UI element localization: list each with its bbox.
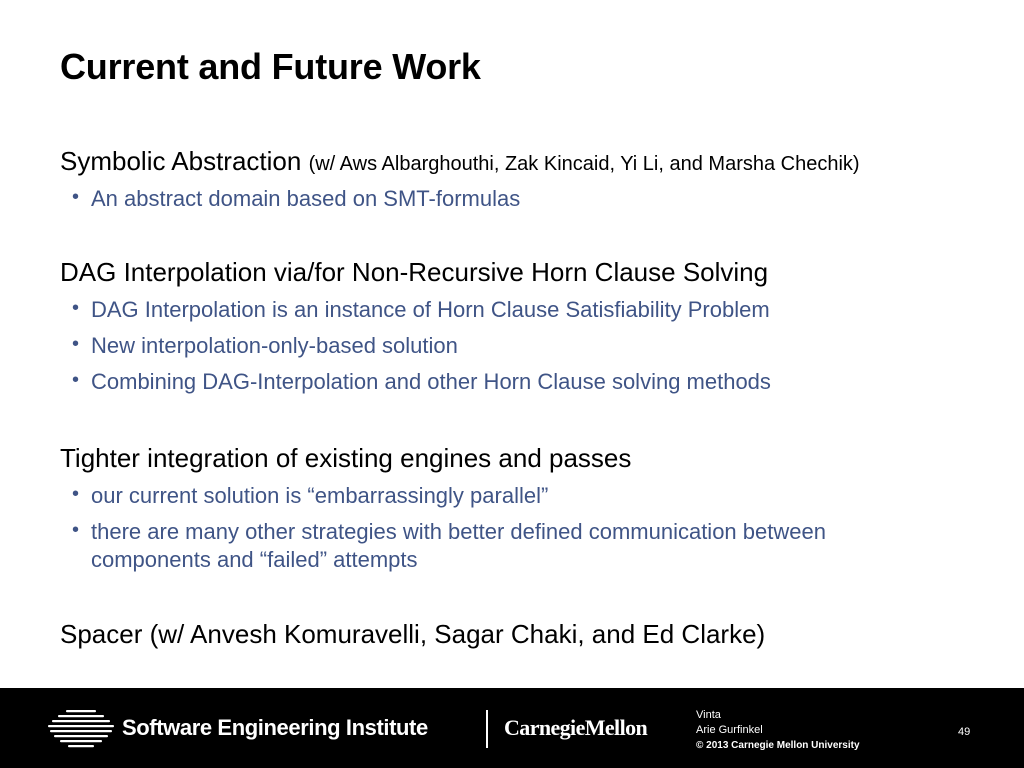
sei-name: Software Engineering Institute bbox=[122, 715, 428, 740]
bullet-item bbox=[72, 483, 548, 509]
bullet-text: there are many other strategies with better defined communication between bbox=[91, 519, 826, 544]
section-heading-symbolic-abstraction bbox=[60, 146, 860, 179]
heading-note: (w/ Aws Albarghouthi, Zak Kincaid, Yi Li, and Marsha Chechik) bbox=[308, 153, 860, 175]
section-heading-tighter-integration bbox=[60, 443, 631, 473]
bullet-item bbox=[72, 333, 458, 359]
heading-text: Symbolic Abstraction bbox=[60, 146, 302, 176]
striped-globe-logo-icon bbox=[48, 708, 114, 748]
heading-text: Tighter integration of existing engines and passes bbox=[60, 443, 632, 473]
heading-text: Spacer (w/ Anvesh Komuravelli, Sagar Chaki, and Ed Clarke) bbox=[60, 619, 766, 649]
heading-text: DAG Interpolation via/for Non-Recursive Horn Clause Solving bbox=[60, 257, 769, 287]
slide-title: Current and Future Work bbox=[60, 46, 481, 87]
bullet-text: components and “failed” attempts bbox=[91, 547, 418, 572]
bullet-dot-icon: • bbox=[72, 186, 80, 208]
author-name: Arie Gurfinkel bbox=[696, 724, 763, 736]
bullet-dot-icon: • bbox=[72, 297, 80, 319]
cmu-name: CarnegieMellon bbox=[504, 715, 648, 740]
bullet-text: New interpolation-only-based solution bbox=[91, 333, 458, 358]
slide-footer bbox=[0, 688, 1024, 768]
footer-info bbox=[696, 708, 860, 753]
project-name: Vinta bbox=[696, 709, 721, 721]
bullet-dot-icon: • bbox=[72, 369, 80, 391]
page-number: 49 bbox=[958, 726, 971, 738]
bullet-dot-icon: • bbox=[72, 333, 80, 355]
bullet-text: our current solution is “embarrassingly parallel” bbox=[91, 483, 549, 508]
section-heading-spacer bbox=[60, 619, 765, 649]
bullet-dot-icon: • bbox=[72, 483, 80, 505]
bullet-text: An abstract domain based on SMT-formulas bbox=[91, 186, 521, 211]
bullet-dot-icon: • bbox=[72, 519, 80, 541]
bullet-item bbox=[72, 519, 826, 545]
section-heading-dag-interpolation bbox=[60, 257, 768, 287]
footer-divider bbox=[486, 710, 488, 748]
bullet-text: Combining DAG-Interpolation and other Horn Clause solving methods bbox=[91, 369, 771, 394]
bullet-item bbox=[72, 297, 770, 323]
bullet-text: DAG Interpolation is an instance of Horn Clause Satisfiability Problem bbox=[91, 297, 770, 322]
copyright: © 2013 Carnegie Mellon University bbox=[696, 740, 860, 751]
bullet-item-continuation bbox=[72, 547, 418, 573]
bullet-item bbox=[72, 186, 520, 212]
bullet-item bbox=[72, 369, 771, 395]
